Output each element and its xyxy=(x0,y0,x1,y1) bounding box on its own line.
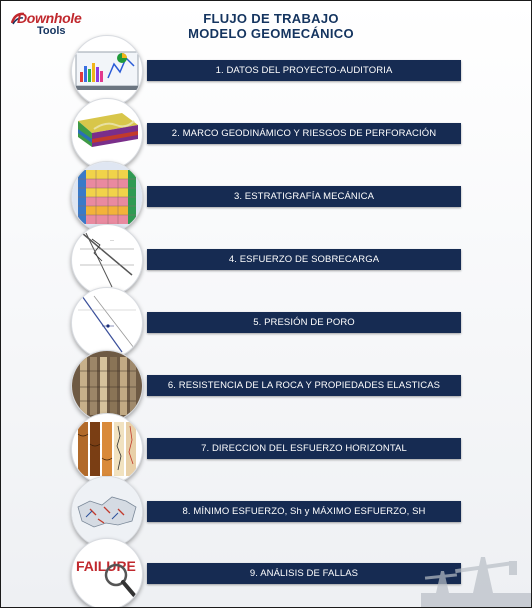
workflow-step-8 xyxy=(61,476,481,546)
step-2-bar[interactable]: 2. MARCO GEODINÁMICO Y RIESGOS DE PERFORACIÓN xyxy=(147,123,461,144)
workflow-step-3 xyxy=(61,161,481,231)
step-8-bar[interactable]: 8. MÍNIMO ESFUERZO, Sh y MÁXIMO ESFUERZO, SH xyxy=(147,501,461,522)
step-6-bar[interactable]: 6. RESISTENCIA DE LA ROCA Y PROPIEDADES ELASTICAS xyxy=(147,375,461,396)
logo-sub-text: Tools xyxy=(37,25,66,37)
title-line-1: FLUJO DE TRABAJO xyxy=(203,11,339,26)
failure-word: FAILURE xyxy=(76,558,136,574)
step-3-bar[interactable]: 3. ESTRATIGRAFÍA MECÁNICA xyxy=(147,186,461,207)
workflow-step-4 xyxy=(61,224,481,294)
workflow-step-7 xyxy=(61,413,481,483)
step-1-bar[interactable]: 1. DATOS DEL PROYECTO-AUDITORIA xyxy=(147,60,461,81)
logo-brand-text: Downhole xyxy=(17,10,82,26)
workflow-step-1 xyxy=(61,35,481,105)
workflow-step-6 xyxy=(61,350,481,420)
geologic-model-icon xyxy=(71,98,143,170)
failure-magnifier-icon xyxy=(71,538,143,608)
image-logs-icon xyxy=(71,413,143,485)
step-7-bar[interactable]: 7. DIRECCION DEL ESFUERZO HORIZONTAL xyxy=(147,438,461,459)
rock-cores-icon xyxy=(71,350,143,422)
workflow-step-5 xyxy=(61,287,481,357)
step-5-bar[interactable]: 5. PRESIÓN DE PORO xyxy=(147,312,461,333)
svg-text:—: — xyxy=(110,237,114,242)
step-9-bar[interactable]: 9. ANÁLISIS DE FALLAS xyxy=(147,563,461,584)
pore-pressure-plot-icon xyxy=(71,287,143,359)
stratigraphy-grid-icon xyxy=(71,161,143,233)
charts-screen-icon xyxy=(71,35,143,107)
overburden-plot-icon xyxy=(71,224,143,296)
workflow-step-2 xyxy=(61,98,481,168)
oil-pump-jacks-icon xyxy=(411,547,531,607)
step-4-bar[interactable]: 4. ESFUERZO DE SOBRECARGA xyxy=(147,249,461,270)
title-line-2: MODELO GEOMECÁNICO xyxy=(188,26,354,41)
